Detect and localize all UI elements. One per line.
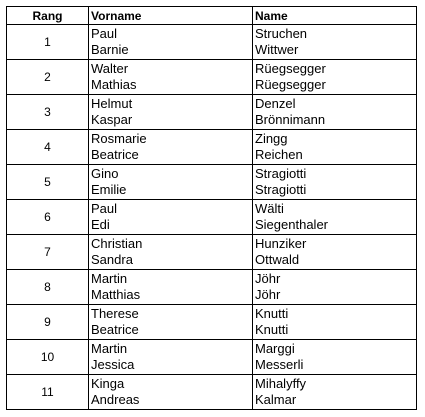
vorname-cell xyxy=(89,305,253,340)
first-name: Walter xyxy=(91,61,129,76)
name-cell xyxy=(253,130,417,165)
vorname-cell xyxy=(89,95,253,130)
vorname-cell xyxy=(89,270,253,305)
header-vorname: Vorname xyxy=(89,7,253,25)
first-name: Emilie xyxy=(91,182,127,197)
last-name: Knutti xyxy=(255,322,289,337)
rank-cell: 3 xyxy=(7,95,89,130)
last-name: Jöhr xyxy=(255,287,281,302)
last-name: Marggi xyxy=(255,341,295,356)
first-name: Sandra xyxy=(91,252,133,267)
vorname-cell xyxy=(89,165,253,200)
name-cell xyxy=(253,95,417,130)
table-row xyxy=(7,130,417,165)
header-rang: Rang xyxy=(7,7,89,25)
vorname-cell xyxy=(89,235,253,270)
vorname-cell xyxy=(89,25,253,60)
header-row xyxy=(7,7,417,25)
last-name: Wälti xyxy=(255,201,284,216)
name-cell xyxy=(253,305,417,340)
first-name: Kinga xyxy=(91,376,125,391)
last-name: Denzel xyxy=(255,96,296,111)
first-name: Andreas xyxy=(91,392,140,407)
table-row xyxy=(7,95,417,130)
last-name: Rüegsegger xyxy=(255,61,326,76)
ranking-table xyxy=(6,6,417,410)
vorname-cell xyxy=(89,200,253,235)
table-row xyxy=(7,305,417,340)
first-name: Christian xyxy=(91,236,143,251)
last-name: Brönnimann xyxy=(255,112,326,127)
table-row xyxy=(7,60,417,95)
first-name: Barnie xyxy=(91,42,129,57)
first-name: Martin xyxy=(91,341,128,356)
name-cell xyxy=(253,25,417,60)
first-name: Helmut xyxy=(91,96,133,111)
last-name: Rüegsegger xyxy=(255,77,326,92)
rank-cell: 4 xyxy=(7,130,89,165)
rank-cell: 9 xyxy=(7,305,89,340)
first-name: Edi xyxy=(91,217,110,232)
table-row xyxy=(7,235,417,270)
name-cell xyxy=(253,340,417,375)
ranking-table-container xyxy=(6,6,417,410)
vorname-cell xyxy=(89,375,253,410)
rank-cell: 5 xyxy=(7,165,89,200)
first-name: Beatrice xyxy=(91,322,139,337)
first-name: Paul xyxy=(91,26,118,41)
last-name: Stragiotti xyxy=(255,166,307,181)
rank-cell: 7 xyxy=(7,235,89,270)
rank-cell: 11 xyxy=(7,375,89,410)
last-name: Knutti xyxy=(255,306,289,321)
name-cell xyxy=(253,200,417,235)
rank-cell: 1 xyxy=(7,25,89,60)
first-name: Martin xyxy=(91,271,128,286)
first-name: Kaspar xyxy=(91,112,133,127)
last-name: Jöhr xyxy=(255,271,281,286)
last-name: Messerli xyxy=(255,357,304,372)
name-cell xyxy=(253,60,417,95)
rank-cell: 10 xyxy=(7,340,89,375)
first-name: Paul xyxy=(91,201,118,216)
first-name: Matthias xyxy=(91,287,141,302)
table-body xyxy=(7,25,417,410)
vorname-cell xyxy=(89,60,253,95)
last-name: Hunziker xyxy=(255,236,307,251)
last-name: Wittwer xyxy=(255,42,299,57)
last-name: Siegenthaler xyxy=(255,217,328,232)
first-name: Gino xyxy=(91,166,119,181)
first-name: Beatrice xyxy=(91,147,139,162)
rank-cell: 8 xyxy=(7,270,89,305)
first-name: Therese xyxy=(91,306,139,321)
last-name: Stragiotti xyxy=(255,182,307,197)
table-row xyxy=(7,25,417,60)
table-row xyxy=(7,375,417,410)
first-name: Rosmarie xyxy=(91,131,147,146)
rank-cell: 6 xyxy=(7,200,89,235)
vorname-cell xyxy=(89,130,253,165)
first-name: Jessica xyxy=(91,357,135,372)
last-name: Mihalyffy xyxy=(255,376,307,391)
last-name: Kalmar xyxy=(255,392,297,407)
last-name: Reichen xyxy=(255,147,303,162)
header-name: Name xyxy=(253,7,417,25)
last-name: Struchen xyxy=(255,26,308,41)
vorname-cell xyxy=(89,340,253,375)
name-cell xyxy=(253,270,417,305)
name-cell xyxy=(253,375,417,410)
last-name: Ottwald xyxy=(255,252,300,267)
name-cell xyxy=(253,165,417,200)
table-row xyxy=(7,165,417,200)
last-name: Zingg xyxy=(255,131,288,146)
table-row xyxy=(7,340,417,375)
rank-cell: 2 xyxy=(7,60,89,95)
first-name: Mathias xyxy=(91,77,137,92)
name-cell xyxy=(253,235,417,270)
table-row xyxy=(7,200,417,235)
table-row xyxy=(7,270,417,305)
